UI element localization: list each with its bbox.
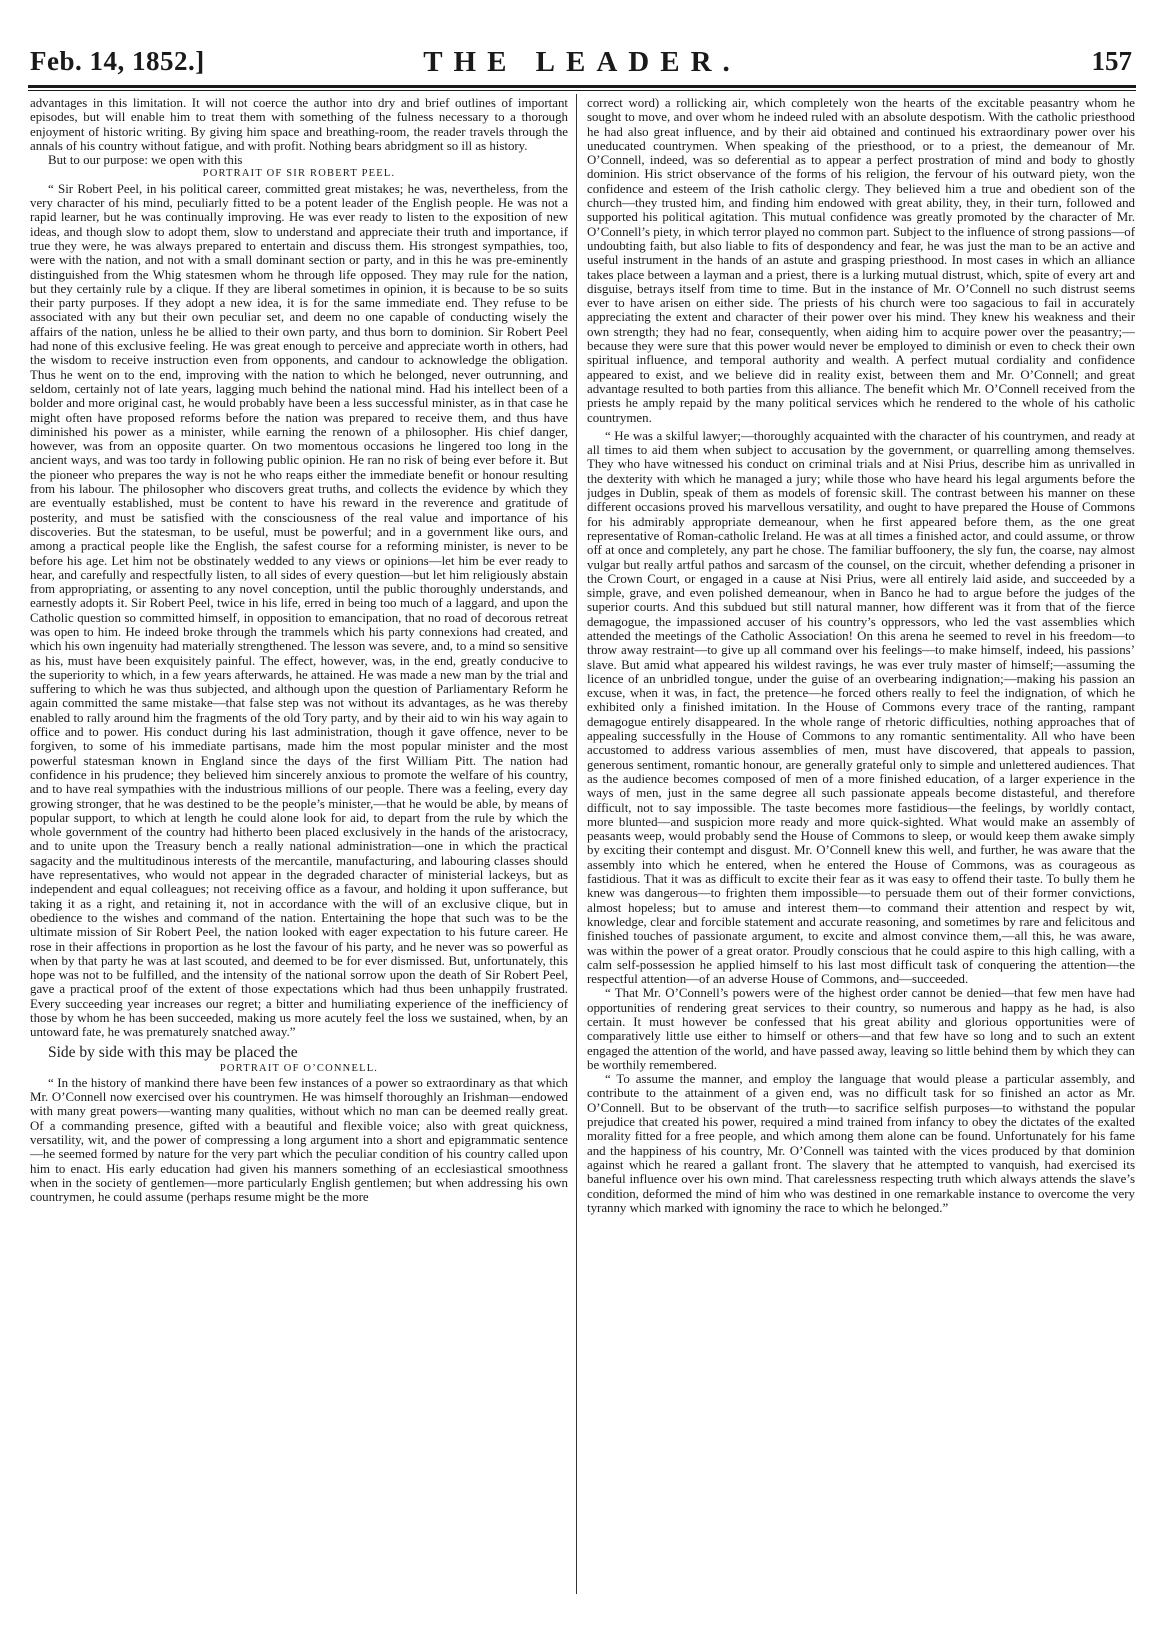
body-paragraph: Side by side with this may be placed the <box>48 1043 298 1061</box>
right-column <box>587 96 1135 1596</box>
section-heading-peel: PORTRAIT OF SIR ROBERT PEEL. <box>202 168 396 180</box>
section-heading-oconnell: PORTRAIT OF O’CONNELL. <box>219 1062 379 1074</box>
header-rule-thin <box>28 90 1136 91</box>
page-number: 157 <box>1091 46 1132 76</box>
quoted-paragraph: “ Sir Robert Peel, in his political career, committed great mistakes; he was, nevertheless, from the very character of his mind, peculiarly fitted to be a potent leader of the English people. He was not a rapid learner, but he was continually improving. He was ever ready to listen to the exposition of new ideas, and though slow to adopt them, slow to understand and appreciate their truth and importance, if true they were, he was always prepared to entertain and discuss them. His strongest sympathies, too, were with the nation, and not with a small dominant section or party, and in this he was pre-eminently distinguished from the Whig statesmen whom he through life opposed. They may rule for the nation, but they certainly rule by a clique. If they are liberal sometimes in opinion, it is because to be so suits their party purposes. If they adopt a new idea, it is for the same immediate end. They refuse to be associated with any but their own peculiar set, and deem no one capable of conducting wisely the affairs of the nation, unless he be allied to their own party, and thus born to dominion. Sir Robert Peel had none of this exclusive feeling. He was great enough to perceive and appreciate worth in others, had the wisdom to receive instruction even from opponents, and candour to acknowledge the obligation. Thus he went on to the end, improving with the nation to which he belonged, never outrunning, and seldom, certainly not of late years, lagging much behind the national mind. Had his intellect been of a bolder and more original cast, he would probably have been a less successful minister, as in that case he might often have proposed reforms before the nation was prepared to receive them, and thus have diminished his power as a minister, while earning the renown of a philosopher. His chief danger, however, was from an opposite quarter. On two momentous occasions he lingered too long in the ancient ways, and was too tardy in following public opinion. He ran no risk of being ever before it. But the pioneer who prepares the way is not he who reaps either the immediate benefit or honour resulting from his labour. The philosopher who discovers great truths, and collects the evidence by which they are eventually established, must be content to have his reward in the reverence and gratitude of posterity, and must be satisfied with the consciousness of the real value and importance of his discoveries. But the statesman, to be useful, must be powerful; and in a government like ours, and among a practical people like the English, the safest course for a reforming minister, is never to be before his age. Let him not be obstinately wedded to any views or opinions—let him be ever ready to hear, and carefully and respectfully listen, to all sides of every question—but let him religiously abstain from appropriating, or assenting to any novel conception, until the public thoroughly understands, and earnestly adopts it. Sir Robert Peel, twice in his life, erred in being too much of a laggard, and upon the Catholic question so committed himself, in opposition to emancipation, that no road of decorous retreat was open to him. He indeed broke through the trammels which his party connexions had created, and which his own ingenuity had materially strengthened. The lesson was severe, and, to a mind so sensitive as his, must have been exquisitely painful. The effect, however, was, in the end, greatly conducive to the superiority to which, in a few years afterwards, he attained. He was made a new man by the trial and suffering to which he was thus subjected, and although upon the question of Parliamentary Reform he again committed the same mistake—that false step was not without its advantages, as he was thereby enabled to rally around him the fragments of the old Tory party, and by their aid to win his way again to office and to power. His conduct during his last administration, though it gave offence, never to be forgiven, to some of his immediate partisans, made him the most popular minister and the most powerful statesman known in England since the days of the first William Pitt. The nation had confidence in his prudence; they believed him sincerely anxious to promote the welfare of his country, and to have real sympathies with the industrious millions of our people. There was a feeling, every day growing stronger, that he was destined to be the people’s minister,—that he would be able, by means of popular support, to which at length he could alone look for aid, to depart from the rule by which the whole government of the country had hitherto been placed exclusively in the hands of the aristocracy, and to unite upon the Treasury bench a really national administration—one in which the practical sagacity and the multitudinous interests of the mercantile, manufacturing, and labouring classes should have representatives, who would not appear in the degraded character of ministerial lackeys, but as independent and equal colleagues; not receiving office as a favour, and holding it upon sufferance, but taking it as a right, and retaining it, not in accordance with the will of an exclusive clique, but in obedience to the wishes and command of the nation. Entertaining the hope that such was to be the ultimate mission of Sir Robert Peel, the nation looked with eager expectation to his future career. He rose in their affections in proportion as he lost the favour of his party, and he never was so powerful as when by that party he was at last scouted, and deemed to be for ever dismissed. But, unfortunately, this hope was not to be fulfilled, and the intensity of the national sorrow upon the death of Sir Robert Peel, gave a practical proof of the extent of those expectations which had thus been unhappily frustrated. Every succeeding year increases our regret; a bitter and humiliating experience of the inefficiency of those by whom he has been succeeded, making us more acutely feel the loss we sustained, when, by an untoward fate, he was prematurely snatched away.” <box>30 181 568 1040</box>
issue-date: Feb. 14, 1852.] <box>30 46 205 76</box>
body-paragraph: advantages in this limitation. It will not coerce the author into dry and brief outlines of important episodes, but will enable him to treat them with something of the fulness necessary to a thorough enjoyment of historic writing. By giving him space and breathing-room, the reader travels through the annals of his country without fatigue, and with profit. Nothing bears abridgment so ill as history. <box>30 96 568 153</box>
masthead-title: THE LEADER. <box>423 46 741 78</box>
page-header <box>28 44 1136 80</box>
left-column <box>30 96 568 1596</box>
quoted-paragraph: “ He was a skilful lawyer;—thoroughly acquainted with the character of his countrymen, and ready at all times to aid them when subject to accusation by the government, or quarrelling among themselves. They who have witnessed his conduct on criminal trials and at Nisi Prius, describe him as unrivalled in the dexterity with which he managed a jury; while those who have heard his legal arguments before the judges in Dublin, speak of them as models of forensic skill. The contrast between his manner on these different occasions proved his marvellous versatility, and ought to have prepared the House of Commons for his admirably appropriate demeanour, when he first appeared before them, as the one great representative of Roman-catholic Ireland. He was at all times a finished actor, and could assume, or throw off at once and completely, any part he chose. The familiar buffoonery, the sly fun, the coarse, nay almost vulgar but really artful pathos and sarcasm of the counsel, on the circuit, whether defending a prisoner in the Crown Court, or engaged in a cause at Nisi Prius, were all entirely laid aside, and succeeded by a simple, grave, and even polished demeanour, when in Banco he had to argue before the judges of the superior courts. And this subdued but still natural manner, how different was it from that of the fierce demagogue, the impassioned accuser of his country’s oppressors, who led the vast assemblies which attended the meetings of the Catholic Association! On this arena he seemed to revel in his freedom—to throw away restraint—to give up all command over his feelings—to make himself, indeed, his passions’ slave. But amid what appeared his wildest ravings, he was ever truly master of himself;—assuming the licence of an unbridled tongue, under the guise of an overbearing indignation;—making his passion an excuse, when it was, in fact, the pretence—he forced others really to feel the indignation, of which he exhibited only a finished imitation. In the House of Commons every trace of the ranting, rampant demagogue entirely disappeared. In the whole range of rhetoric difficulties, nothing approaches that of appealing successfully in the House of Commons to any romantic sentimentality. All who have been accustomed to address various assemblies of men, must have discovered, that appeals to passion, generous sentiment, romantic honour, are generally grateful only to simple and unlettered audiences. That as the audience becomes composed of men of a more finished education, of a larger experience in the ways of men, just in the same degree all such passionate appeals become distasteful, and therefore difficult, not to say impossible. The taste becomes more fastidious—the feelings, by worldly contact, more blunted—and suspicion more ready and more quick-sighted. What would make an assembly of peasants weep, would probably send the House of Commons to sleep, or would keep them awake simply by exciting their contempt and disgust. Mr. O’Connell knew this well, and further, he was aware that the assembly into which he entered, when he entered the House of Commons, was as courageous as fastidious. That it was as difficult to excite their fear as it was easy to offend their taste. To bully them he knew was dangerous—to frighten them impossible—to persuade them out of their former convictions, almost hopeless; but to amuse and interest them—to command their attention and respect by wit, knowledge, clear and forcible statement and accurate reasoning, and sometimes by rare and felicitous and finished touches of passionate argument, to excite and almost convince them,—all this, he was aware, was within the power of a great orator. Proudly conscious that he could aspire to this high calling, with a calm self-possession he applied himself to his last most difficult task of conquering the attention—the respectful attention—of an adverse House of Commons, and—succeeded. <box>587 428 1135 987</box>
column-divider <box>576 94 577 1594</box>
body-paragraph: correct word) a rollicking air, which completely won the hearts of the excitable peasantry whom he sought to move, and over whom he indeed ruled with an absolute despotism. With the catholic priesthood he had also great influence, and by their aid obtained and continued his extraordinary power over his uneducated countrymen. When speaking of the priesthood, or to a priest, the demeanour of Mr. O’Connell, indeed, was so deferential as to appear a perfect prostration of mind and body to ghostly dominion. His strict observance of the forms of his religion, the fervour of his outward piety, won the confidence and esteem of the Irish catholic clergy. They believed him a true and obedient son of the church—they trusted him, and finding him endowed with great ability, they, in their turn, followed and supported his political agitation. This mutual confidence was greatly promoted by the character of Mr. O’Connell’s piety, in which terror played no common part. Subject to the influence of strong passions—of undoubting faith, but also liable to fits of despondency and fear, he was just the man to be an active and useful instrument in the hands of an astute and grasping priesthood. In most cases in which an alliance takes place between a layman and a priest, there is a lurking mutual distrust, which, spite of every art and disguise, betrays itself from time to time. But in the instance of Mr. O’Connell no such distrust seems ever to have arisen on either side. The priests of his church were too sagacious to fail in accurately appreciating the extent and character of their power over his mind. They knew his weakness and their own strength; they had no fear, consequently, when aiding him to acquire power over the peasantry;—because they were sure that this power would never be employed to diminish or even to check their own spiritual influence, and temporal authority and wealth. A perfect mutual cordiality and confidence appeared to exist, and we believe did in reality exist, between them and Mr. O’Connell; and great advantage resulted to both parties from this alliance. The benefit which Mr. O’Connell received from the priests he amply repaid by the many political services which he rendered to the whole of his catholic countrymen. <box>587 96 1135 425</box>
body-paragraph: But to our purpose: we open with this <box>48 153 243 168</box>
quoted-paragraph: “ To assume the manner, and employ the language that would please a particular assembly, and contribute to the attainment of a given end, was no difficult task for so finished an actor as Mr. O’Connell. But to be observant of the truth—to sacrifice selfish purposes—to withstand the popular prejudice that created his power, required a mind trained from infancy to obey the dictates of the exalted morality fitted for a free people, and which among them alone can be found. Unfortunately for his fame and the happiness of his country, Mr. O’Connell was tainted with the vices produced by that dominion against which he reared a gallant front. The slavery that he attempted to vanquish, had exercised its baneful influence over his own mind. That carelessness respecting truth which always attends the slave’s condition, deformed the mind of him who was destined in one remarkable instance to overcome the very tyranny which marked with ignominy the race to which he belonged.” <box>587 1072 1135 1215</box>
quoted-paragraph: “ In the history of mankind there have been few instances of a power so extraordinary as that which Mr. O’Connell now exercised over his countrymen. He was himself thoroughly an Irishman—endowed with many great powers—wanting many qualities, without which no man can be deemed really great. Of a commanding presence, gifted with a beautiful and flexible voice; also with great quickness, versatility, wit, and the power of compressing a long argument into a short and epigrammatic sentence—he seemed formed by nature for the very part which the peculiar condition of his country called upon him to enact. His early education had given his manners something of an ecclesiastical smoothness when in the society of gentlemen—more particularly English gentlemen; but when addressing his own countrymen, he could assume (perhaps resume might be the more <box>30 1075 568 1205</box>
quoted-paragraph: “ That Mr. O’Connell’s powers were of the highest order cannot be denied—that few men have had opportunities of rendering great services to their country, so numerous and happy as he had, is also certain. It must however be confessed that his great ability and glorious opportunities were of comparatively little use either to himself or others—and that few have so long and to such an extent engaged the attention of the world, and have passed away, leaving so little behind them by which they can be worthily remembered. <box>587 986 1135 1072</box>
header-rule <box>28 85 1136 88</box>
